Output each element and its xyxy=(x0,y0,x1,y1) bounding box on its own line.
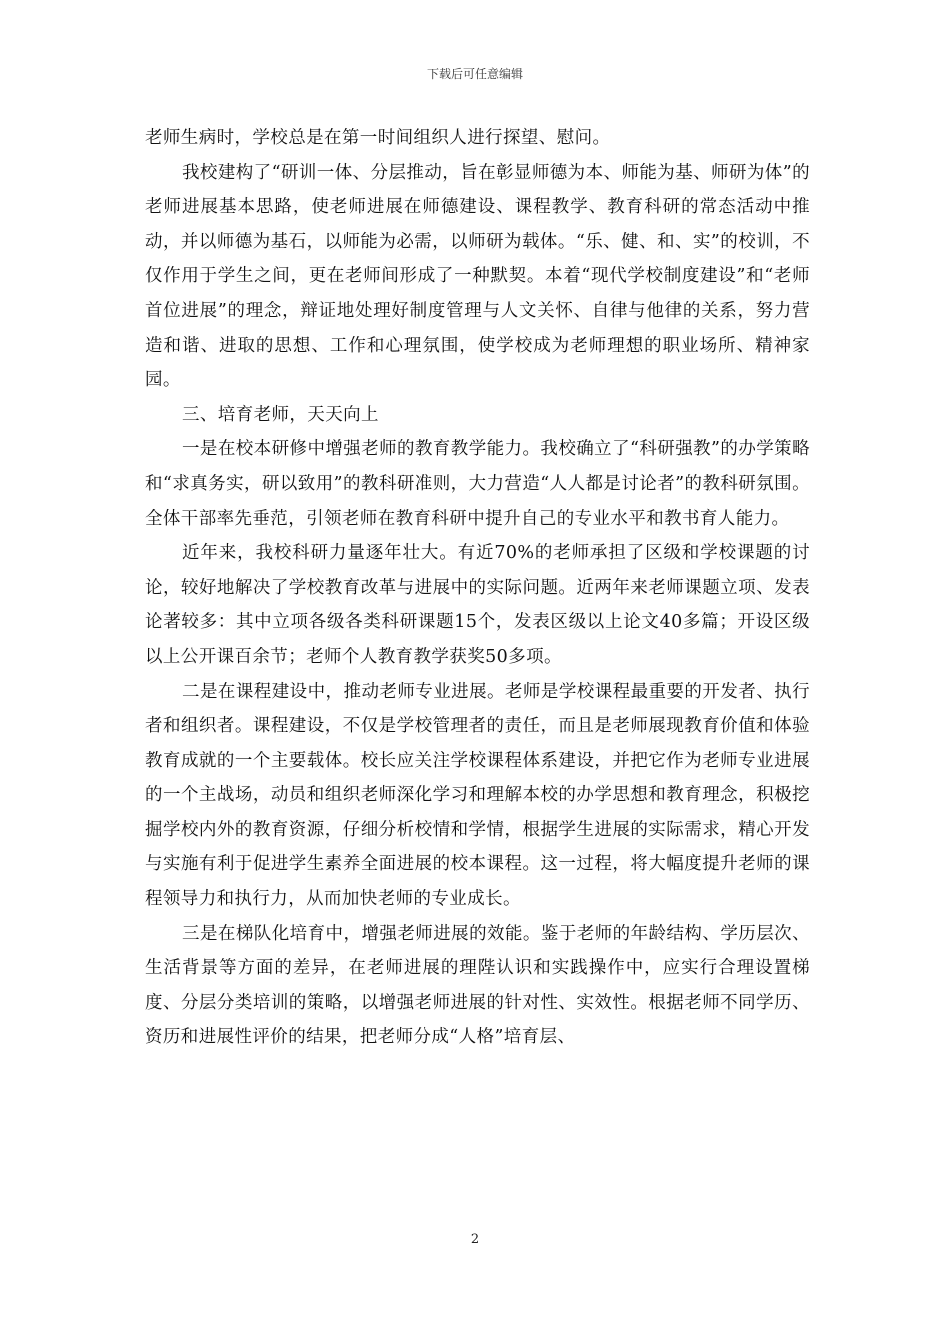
section-heading: 三、培育老师，天天向上 xyxy=(182,404,379,425)
paragraph-3: 一是在校本研修中增强老师的教育教学能力。我校确立了“科研强教”的办学策略和“求真务实，研以致用”的教科研准则，大力营造“人人都是讨论者”的教科研氛围。全体干部率先垂范，引领老师在教育科研中提升自己的专业水平和教书育人能力。 xyxy=(145,439,810,529)
page-header: 下载后可任意编辑 xyxy=(426,67,523,81)
document-body xyxy=(145,121,810,1055)
paragraph-4: 近年来，我校科研力量逐年壮大。有近70%的老师承担了区级和学校课题的讨论，较好地解决了学校教育改革与进展中的实际问题。近两年来老师课题立项、发表论著较多：其中立项各级各类科研课题15个，发表区级以上论文40多篇；开设区级以上公开课百余节；老师个人教育教学获奖50多项。 xyxy=(145,543,810,667)
page-number: 2 xyxy=(470,1232,480,1247)
paragraph-1: 老师生病时，学校总是在第一时间组织人进行探望、慰问。 xyxy=(145,128,611,148)
paragraph-5: 二是在课程建设中，推动老师专业进展。老师是学校课程最重要的开发者、执行者和组织者。课程建设，不仅是学校管理者的责任，而且是老师展现教育价值和体验教育成就的一个主要载体。校长应关注学校课程体系建设，并把它作为老师专业进展的一个主战场，动员和组织老师深化学习和理解本校的办学思想和教育理念，积极挖掘学校内外的教育资源，仔细分析校情和学情，根据学生进展的实际需求，精心开发与实施有利于促进学生素养全面进展的校本课程。这一过程，将大幅度提升老师的课程领导力和执行力，从而加快老师的专业成长。 xyxy=(145,681,810,910)
paragraph-6: 三是在梯队化培育中，增强老师进展的效能。鉴于老师的年龄结构、学历层次、生活背景等方面的差异，在老师进展的理陛认识和实践操作中，应实行合理设置梯度、分层分类培训的策略，以增强老师进展的针对性、实效性。根据老师不同学历、资历和进展性评价的结果，把老师分成“人格”培育层、 xyxy=(145,923,810,1048)
paragraph-2: 我校建构了“研训一体、分层推动，旨在彰显师德为本、师能为基、师研为体”的老师进展基本思路，使老师进展在师德建设、课程教学、教育科研的常态活动中推动，并以师德为基石，以师能为必需，以师研为载体。“乐、健、和、实”的校训，不仅作用于学生之间，更在老师间形成了一种默契。本着“现代学校制度建设”和“老师首位进展”的理念，辩证地处理好制度管理与人文关怀、自律与他律的关系，努力营造和谐、进取的思想、工作和心理氛围，使学校成为老师理想的职业场所、精神家园。 xyxy=(145,162,810,391)
